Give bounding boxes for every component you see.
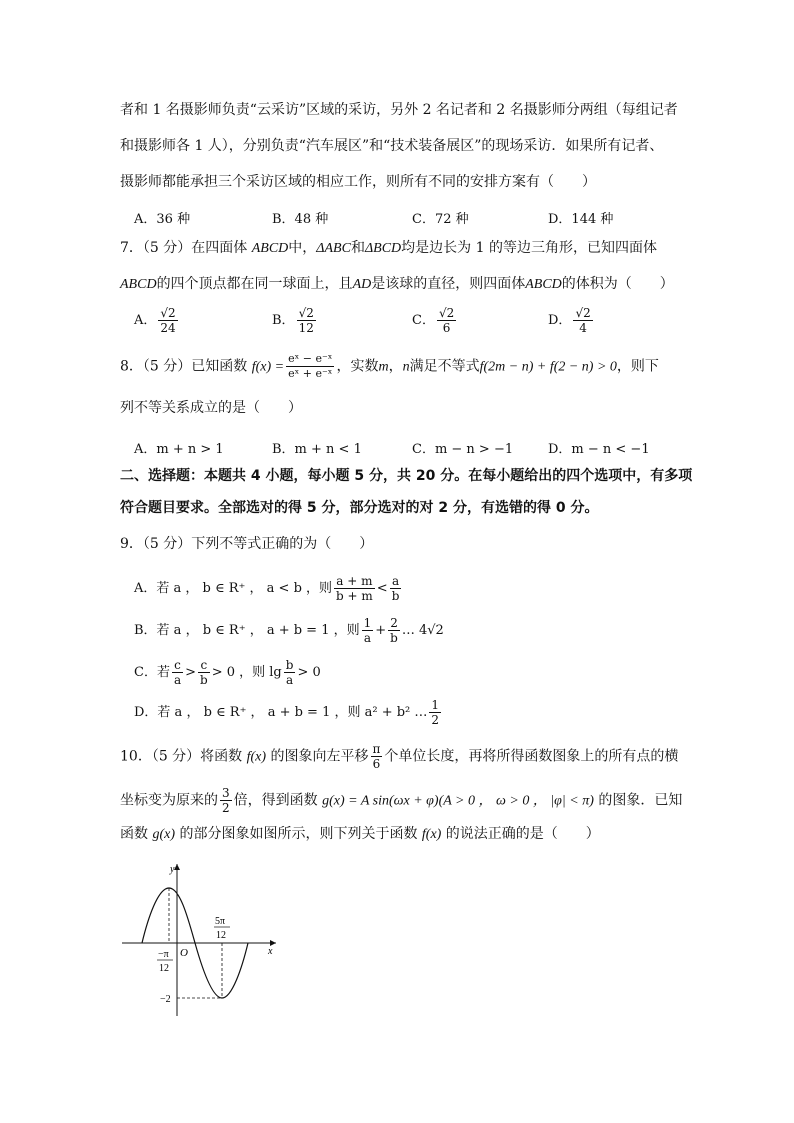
origin-label: O: [180, 947, 188, 959]
q6-option-d: D．144 种: [548, 212, 614, 227]
q10-line-3: 函数 g(x) 的部分图象如图所示，则下列关于函数 f(x) 的说法正确的是（ ）: [120, 826, 600, 842]
q7-option-d: D． $\frac{√2}{4}$: [548, 306, 591, 335]
q9-option-b: B．若 a ， b ∈ R⁺ ， a + b = 1 ，则 $\frac{1}{a}$ + $\frac{2}{b}$ … 4√2: [134, 616, 444, 645]
q8-option-d: D．m − n < −1: [548, 442, 650, 457]
neg-tick-numerator: −π: [158, 949, 169, 960]
y-axis-label: y: [170, 864, 175, 875]
q6-line-2: 和摄影师各 1 人），分别负责“汽车展区”和“技术装备展区”的现场采访．如果所有记者、: [120, 138, 664, 154]
q8-option-c: C．m − n > −1: [412, 442, 514, 457]
q9-option-a: A．若 a ， b ∈ R⁺ ， a < b ，则 $\frac{a + m}{b + m}$ < $\frac{a}{b}$: [134, 574, 400, 603]
q7-option-b: B． $\frac{√2}{12}$: [272, 306, 314, 335]
q8-line-1: 8．（5 分）已知函数 f(x) = $\frac{\text{eˣ − e⁻ˣ}}{\text{eˣ + e⁻ˣ}}$ ，实数m，n满足不等式f(2m − n) + f(2 − n) > 0，则下: [120, 352, 659, 380]
section-2-heading-line-2: 符合题目要求。全部选对的得 5 分，部分选对的对 2 分，有选错的得 0 分。: [120, 500, 599, 516]
pos-tick-numerator: 5π: [215, 916, 226, 927]
q10-line-2: 坐标变为原来的 $\frac{3}{2}$ 倍，得到函数 g(x) = A sin(ωx + φ)(A > 0 ， ω > 0 ， |φ| < π) 的图象．已知: [120, 786, 683, 815]
q7-option-a: A． $\frac{√2}{24}$: [134, 306, 176, 335]
q6-option-b: B．48 种: [272, 212, 329, 227]
q9-stem: 9．（5 分）下列不等式正确的为（ ）: [120, 536, 374, 552]
pos-tick-denominator: 12: [216, 930, 226, 941]
q6-line-1: 者和 1 名摄影师负责“云采访”区域的采访，另外 2 名记者和 2 名摄影师分两组（每组记者: [120, 102, 678, 118]
min-value-label: −2: [160, 994, 171, 1005]
q9-option-c: C．若 $\frac{c}{a}$ > $\frac{c}{b}$ > 0 ，则 lg $\frac{b}{a}$ > 0: [134, 658, 321, 687]
q8-line-2: 列不等关系成立的是（ ）: [120, 400, 302, 416]
q6-line-3: 摄影师都能承担三个采访区域的相应工作，则所有不同的安排方案有（ ）: [120, 174, 596, 190]
q7-line-1: 7．（5 分）在四面体 ABCD中，ΔABC和ΔBCD均是边长为 1 的等边三角形，已知四面体: [120, 240, 657, 256]
q8-option-a: A．m + n > 1: [134, 442, 224, 457]
q9-option-d: D．若 a ， b ∈ R⁺ ， a + b = 1 ，则 a² + b² … $\frac{1}{2}$: [134, 698, 440, 727]
q6-option-c: C．72 种: [412, 212, 469, 227]
q10-line-1: 10．（5 分）将函数 f(x) 的图象向左平移 $\frac{\pi}{6}$ 个单位长度，再将所得函数图象上的所有点的横: [120, 742, 679, 771]
q6-option-a: A．36 种: [134, 212, 191, 227]
sine-graph: [118, 858, 288, 1018]
q8-option-b: B．m + n < 1: [272, 442, 362, 457]
q7-option-c: C． $\frac{√2}{6}$: [412, 306, 455, 335]
neg-tick-denominator: 12: [159, 963, 169, 974]
section-2-heading-line-1: 二、选择题：本题共 4 小题，每小题 5 分，共 20 分。在每小题给出的四个选项中，有多项: [120, 468, 693, 484]
x-axis-label: x: [268, 946, 273, 957]
q7-line-2: ABCD的四个顶点都在同一球面上，且AD是该球的直径，则四面体ABCD的体积为（ ）: [120, 276, 674, 292]
y-axis-arrow-icon: [174, 864, 180, 870]
